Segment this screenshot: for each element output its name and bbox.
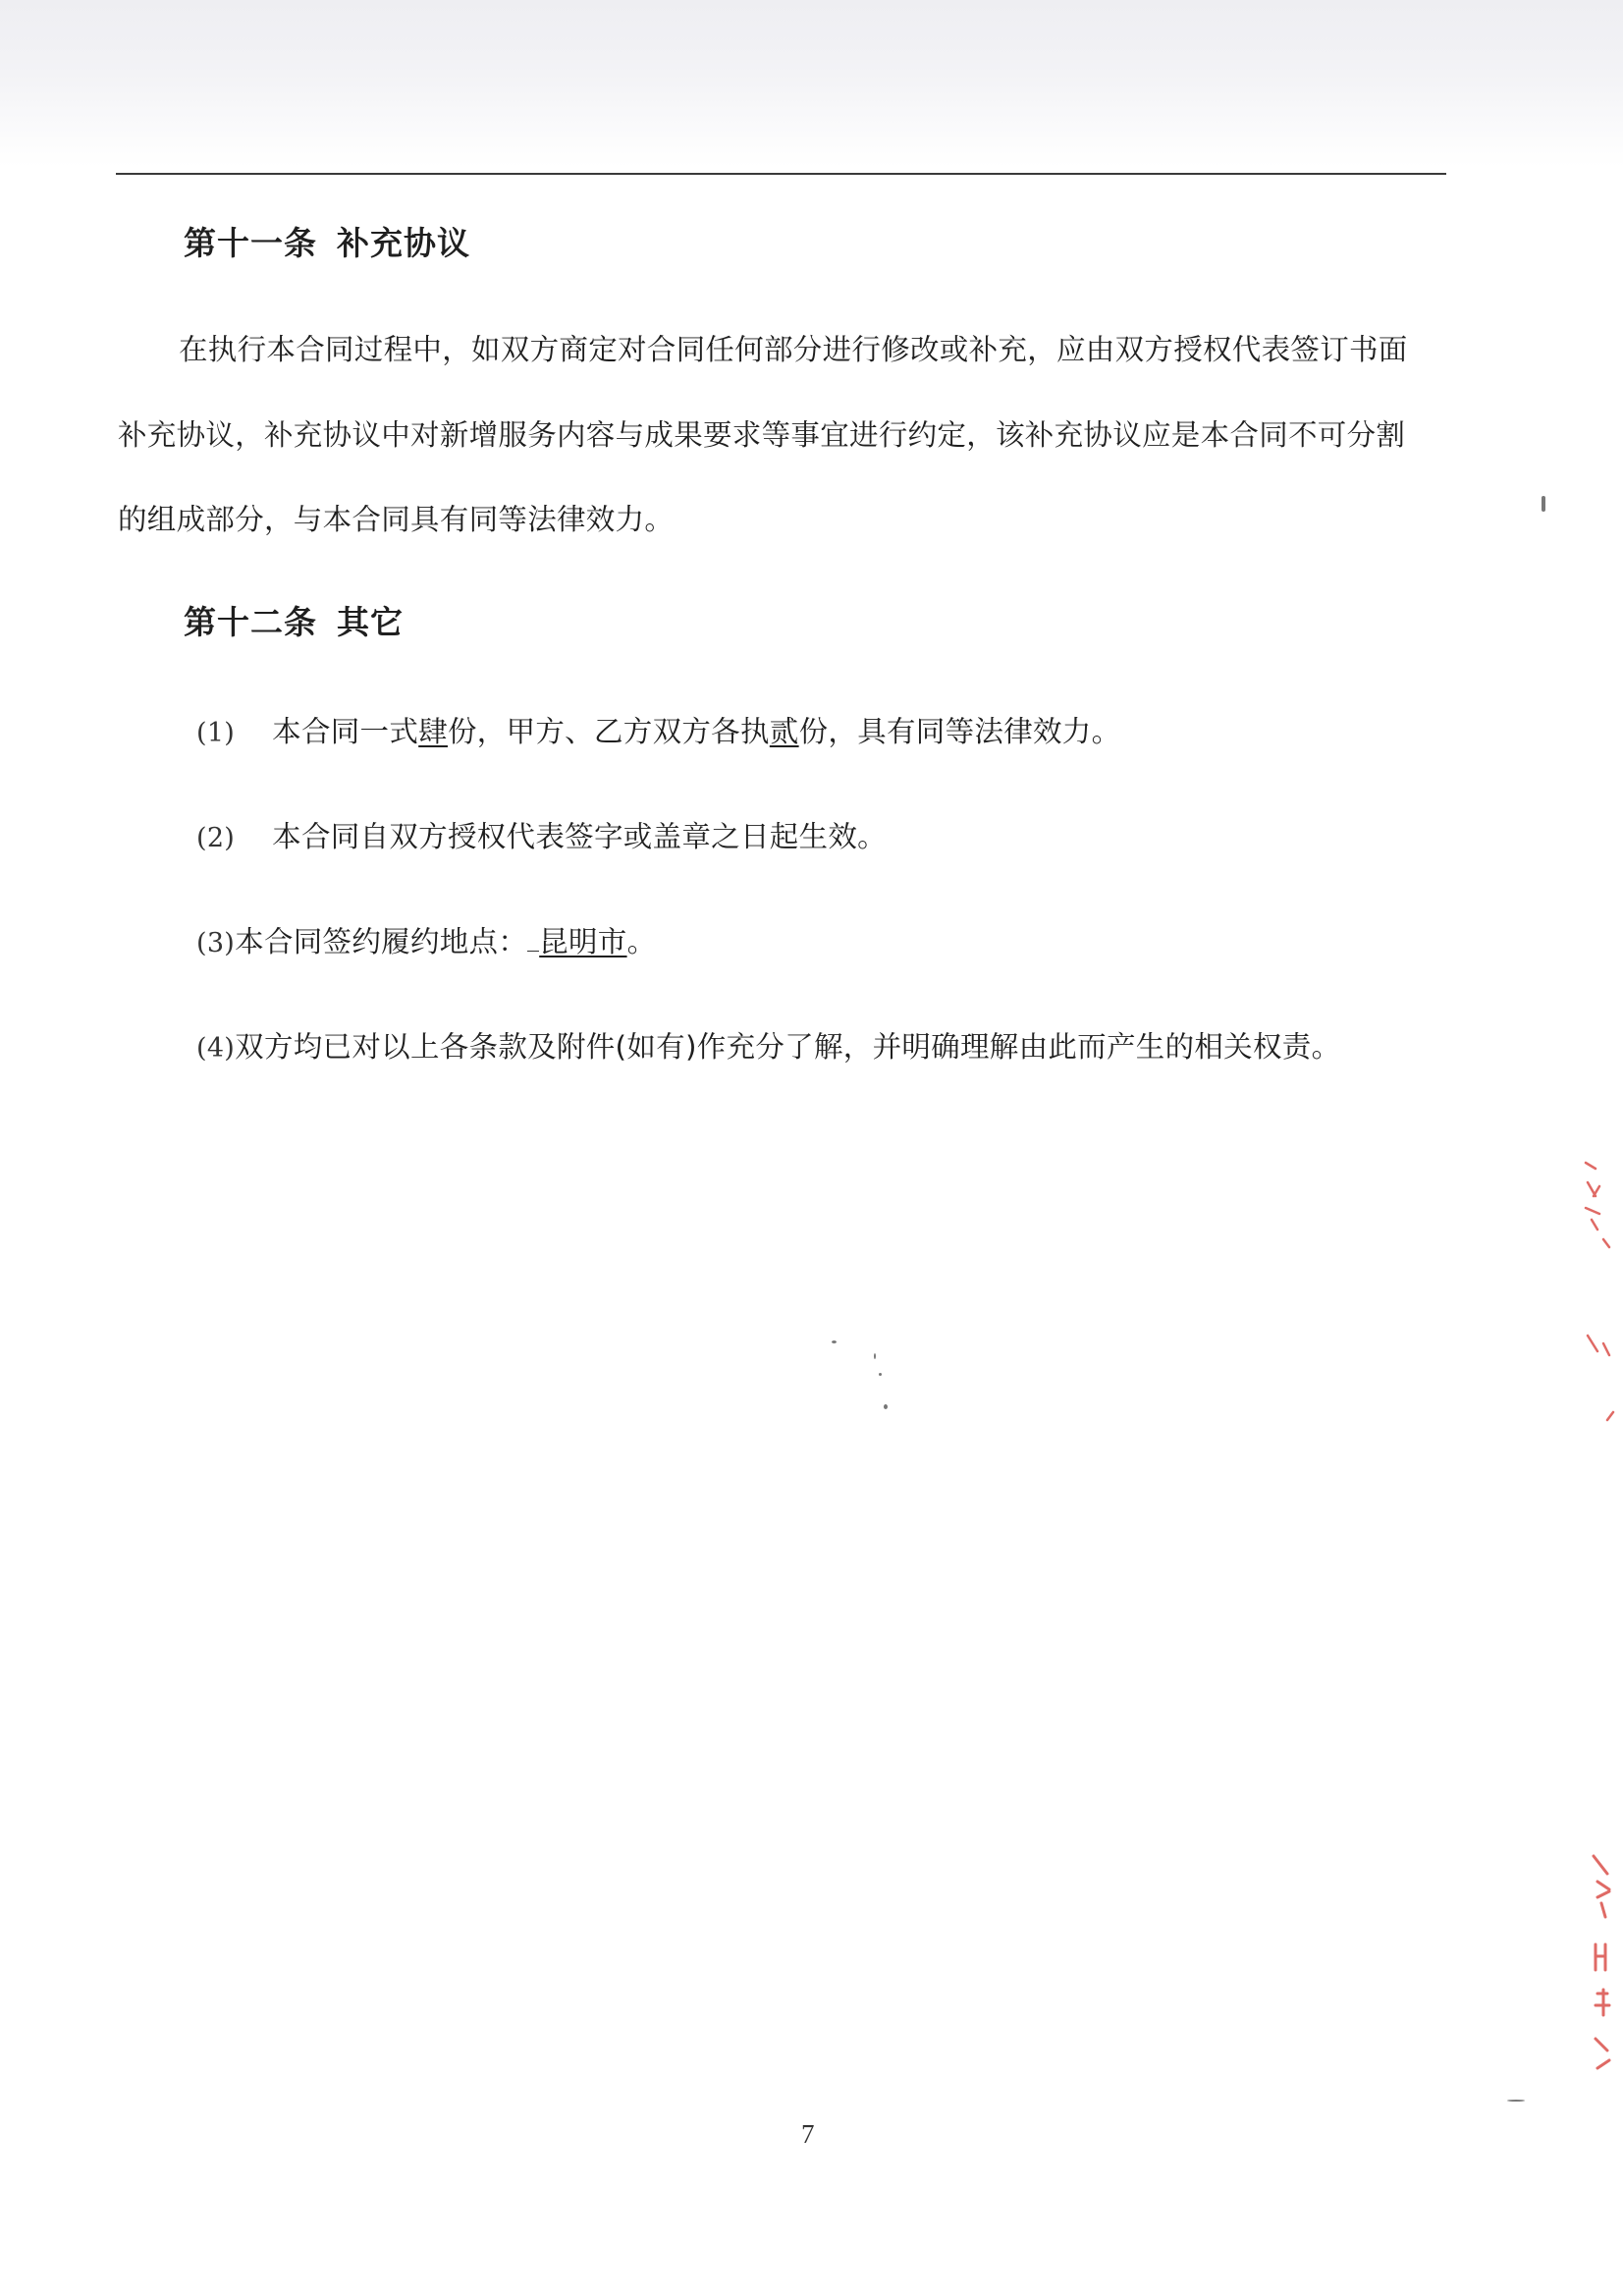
section-12-title: 其它 xyxy=(337,603,404,641)
scan-speck xyxy=(874,1353,876,1359)
item-4-text: 双方均已对以上各条款及附件(如有)作充分了解，并明确理解由此而产生的相关权责。 xyxy=(235,1030,1341,1064)
section-12-item-4 xyxy=(196,1024,1340,1066)
item-1-marker: (1) xyxy=(196,718,236,748)
item-1-copies-each: 贰 xyxy=(769,715,799,748)
scan-speck xyxy=(1507,2100,1525,2102)
section-11-number: 第十一条 xyxy=(184,224,317,262)
item-1-copies-total: 肆 xyxy=(418,715,448,748)
section-12-item-3 xyxy=(196,919,656,960)
item-3-text-after: 。 xyxy=(626,925,657,958)
scan-speck xyxy=(879,1373,882,1376)
section-11-title: 补充协议 xyxy=(337,224,470,262)
section-11-line-2: 补充协议，补充协议中对新增服务内容与成果要求等事宜进行约定，该补充协议应是本合同不可分割 xyxy=(118,418,1406,452)
item-1-text-after: 份，具有同等法律效力。 xyxy=(798,715,1121,748)
item-3-text-before: 本合同签约履约地点： xyxy=(235,925,528,958)
item-2-text: 本合同自双方授权代表签字或盖章之日起生效。 xyxy=(272,820,887,853)
section-11-heading xyxy=(184,218,470,264)
item-2-marker: (2) xyxy=(196,823,236,853)
header-rule xyxy=(116,173,1446,175)
item-3-marker: (3) xyxy=(196,928,236,958)
section-11-line-1: 在执行本合同过程中，如双方商定对合同任何部分进行修改或补充，应由双方授权代表签订书面 xyxy=(179,333,1408,366)
section-11-line-3: 的组成部分，与本合同具有同等法律效力。 xyxy=(118,503,675,536)
item-1-text-middle: 份，甲方、乙方双方各执 xyxy=(447,715,770,748)
scan-speck xyxy=(832,1340,837,1343)
section-12-item-1 xyxy=(196,709,1120,750)
scan-shadow xyxy=(0,0,1623,167)
item-3-location: 昆明市 xyxy=(539,925,627,958)
scan-speck xyxy=(1542,496,1545,512)
section-12-number: 第十二条 xyxy=(184,603,317,641)
page-number: 7 xyxy=(801,2119,815,2149)
section-12-heading xyxy=(184,597,404,643)
section-12-item-2 xyxy=(196,814,887,855)
stamp-fragment-upper xyxy=(1564,1149,1623,1444)
stamp-fragment-lower xyxy=(1564,1846,1623,2102)
item-4-marker: (4) xyxy=(196,1033,236,1064)
item-1-text-before: 本合同一式 xyxy=(272,715,419,748)
scan-speck xyxy=(884,1404,888,1409)
